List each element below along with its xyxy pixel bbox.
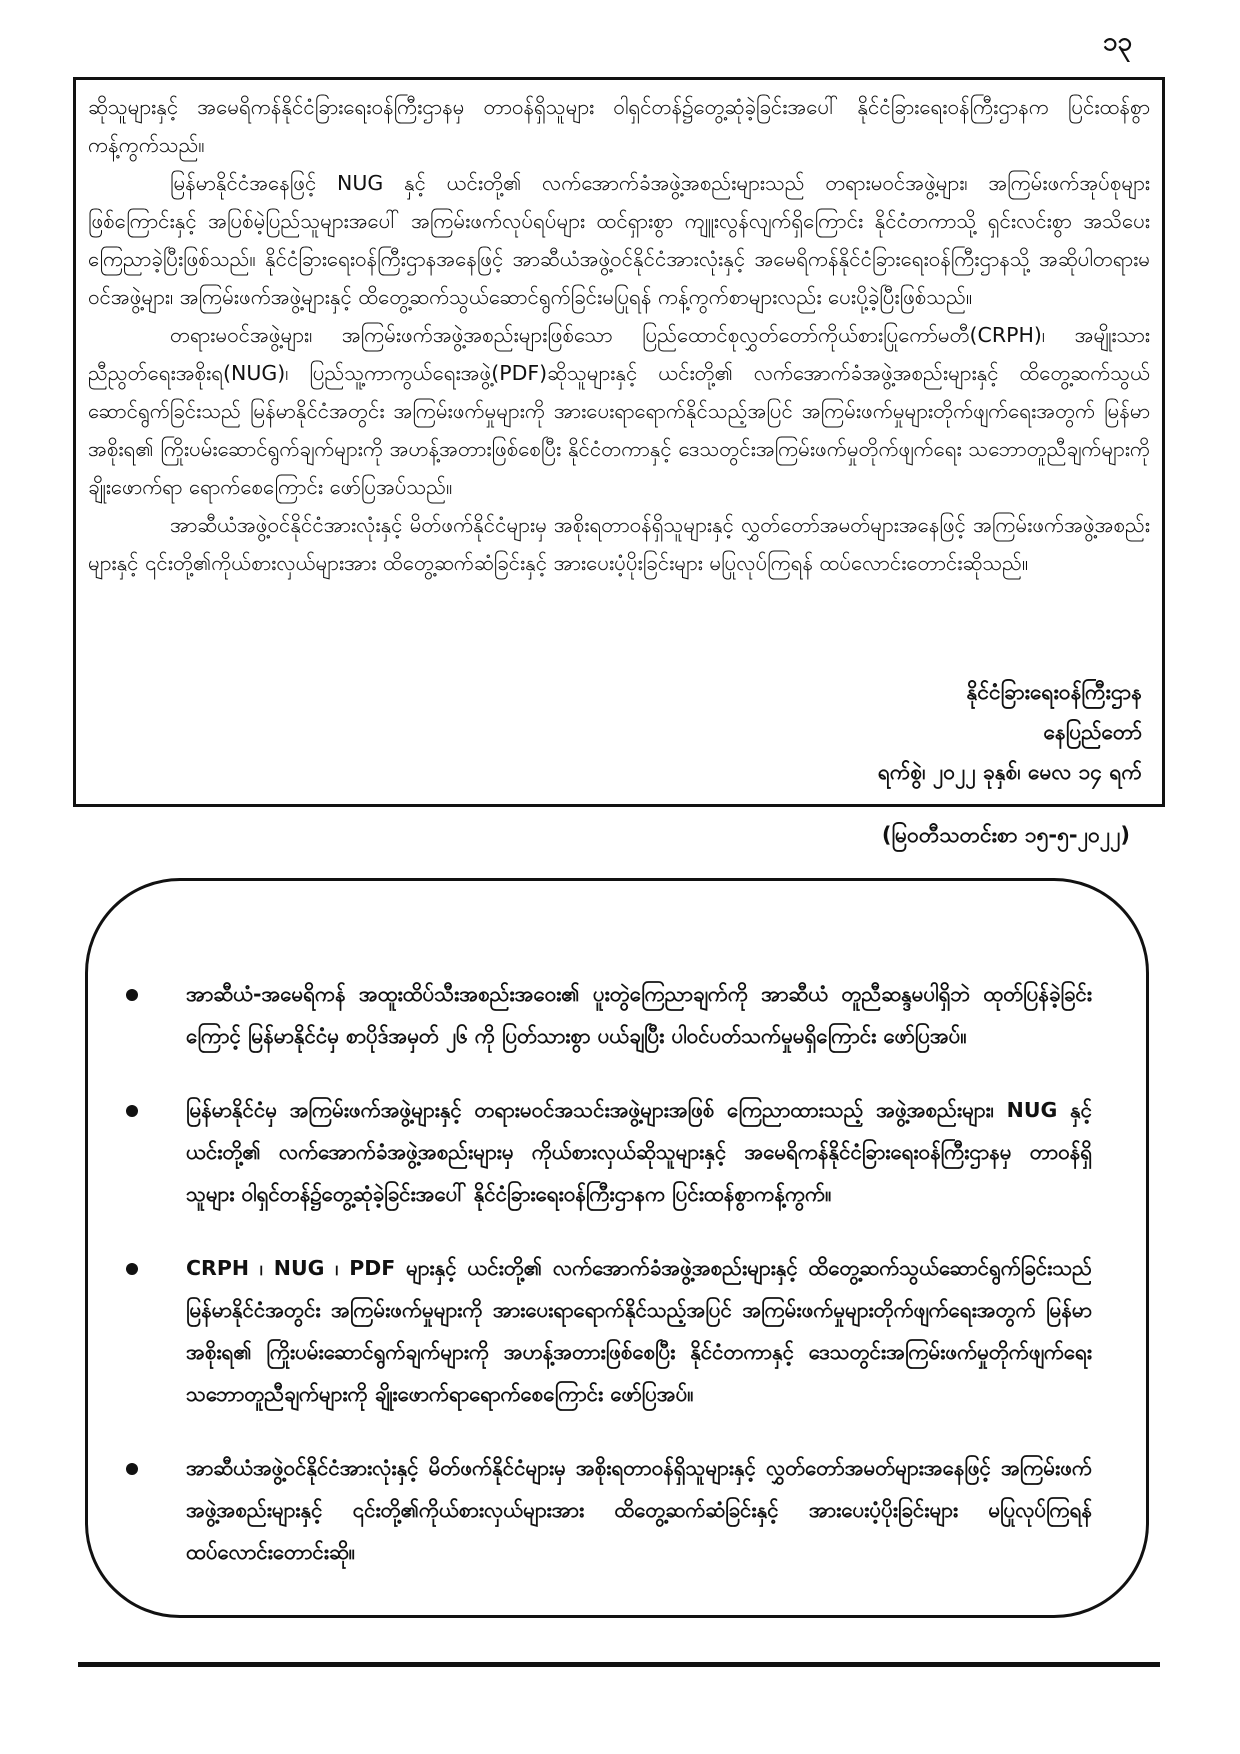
summary-bullet-text: မြန်မာနိုင်ငံမှ အကြမ်းဖက်အဖွဲ့များနှင့် တရားမဝင်အသင်းအဖွဲ့များအဖြစ် ကြေညာထားသည့် အဖွဲ့အစည်းများ၊ NUG နှင့် ယင်းတို့၏ လက်အောက်ခံအဖွဲ့အစည်းများမှ ကိုယ်စားလှယ်ဆိုသူများနှင့် အမေရိကန်နိုင်ငံခြားရေးဝန်ကြီးဌာနမှ တာဝန်ရှိသူများ ဝါရှင်တန်၌တွေ့ဆုံခဲ့ခြင်းအပေါ် နိုင်ငံခြားရေးဝန်ကြီးဌာနက ပြင်းထန်စွာကန့်ကွက်။	[186, 1098, 1092, 1206]
signature-date: ရက်စွဲ၊ ၂၀၂၂ ခုနှစ်၊ မေလ ၁၄ ရက်	[877, 760, 1142, 784]
source-citation: (မြဝတီသတင်းစာ ၁၅-၅-၂၀၂၂)	[881, 823, 1130, 847]
statement-box	[73, 77, 1165, 807]
statement-paragraph-4: အာဆီယံအဖွဲ့ဝင်နိုင်ငံအားလုံးနှင့် မိတ်ဖက်နိုင်ငံများမှ အစိုးရတာဝန်ရှိသူများနှင့် လွှတ်တော်အမတ်များအနေဖြင့် အကြမ်းဖက်အဖွဲ့အစည်းများနှင့် ၎င်းတို့၏ကိုယ်စားလှယ်များအား ထိတွေ့ဆက်ဆံခြင်းနှင့် အားပေးပံ့ပိုးခြင်းများ မပြုလုပ်ကြရန် ထပ်လောင်းတောင်းဆိုသည်။	[88, 513, 1150, 575]
bullet-icon	[126, 989, 138, 1001]
statement-paragraph-2: မြန်မာနိုင်ငံအနေဖြင့် NUG နှင့် ယင်းတို့၏ လက်အောက်ခံအဖွဲ့အစည်းများသည် တရားမဝင်အဖွဲ့များ၊ အကြမ်းဖက်အုပ်စုများဖြစ်ကြောင်းနှင့် အပြစ်မဲ့ပြည်သူများအပေါ် အကြမ်းဖက်လုပ်ရပ်များ ထင်ရှားစွာ ကျူးလွန်လျက်ရှိကြောင်း နိုင်ငံတကာသို့ ရှင်းလင်းစွာ အသိပေးကြေညာခဲ့ပြီးဖြစ်သည်။ နိုင်ငံခြားရေးဝန်ကြီးဌာနအနေဖြင့် အာဆီယံအဖွဲ့ဝင်နိုင်ငံအားလုံးနှင့် အမေရိကန်နိုင်ငံခြားရေးဝန်ကြီးဌာနသို့ အဆိုပါတရားမဝင်အဖွဲ့များ၊ အကြမ်းဖက်အဖွဲ့များနှင့် ထိတွေ့ဆက်သွယ်ဆောင်ရွက်ခြင်းမပြုရန် ကန့်ကွက်စာများလည်း ပေးပို့ခဲ့ပြီးဖြစ်သည်။	[88, 171, 1150, 309]
summary-bullet-text: CRPH ၊ NUG ၊ PDF များနှင့် ယင်းတို့၏ လက်အောက်ခံအဖွဲ့အစည်းများနှင့် ထိတွေ့ဆက်သွယ်ဆောင်ရွက်ခြင်းသည် မြန်မာနိုင်ငံအတွင်း အကြမ်းဖက်မှုများကို အားပေးရာရောက်နိုင်သည့်အပြင် အကြမ်းဖက်မှုများတိုက်ဖျက်ရေးအတွက် မြန်မာအစိုးရ၏ ကြိုးပမ်းဆောင်ရွက်ချက်များကို အဟန့်အတားဖြစ်စေပြီး နိုင်ငံတကာနှင့် ဒေသတွင်းအကြမ်းဖက်မှုတိုက်ဖျက်ရေးသဘောတူညီချက်များကို ချိုးဖောက်ရာရောက်စေကြောင်း ဖော်ပြအပ်။	[186, 1256, 1092, 1406]
summary-bullet-text: အာဆီယံအဖွဲ့ဝင်နိုင်ငံအားလုံးနှင့် မိတ်ဖက်နိုင်ငံများမှ အစိုးရတာဝန်ရှိသူများနှင့် လွှတ်တော်အမတ်များအနေဖြင့် အကြမ်းဖက်အဖွဲ့အစည်းများနှင့် ၎င်းတို့၏ကိုယ်စားလှယ်များအား ထိတွေ့ဆက်ဆံခြင်းနှင့် အားပေးပံ့ပိုးခြင်းများ မပြုလုပ်ကြရန် ထပ်လောင်းတောင်းဆို။	[186, 1456, 1092, 1564]
summary-bullet-item	[126, 1447, 1092, 1573]
signature-block	[878, 672, 1142, 792]
bullet-icon	[126, 1463, 138, 1475]
summary-bullet-item	[126, 973, 1092, 1057]
signature-city: နေပြည်တော်	[1043, 720, 1142, 744]
statement-paragraph-3: တရားမဝင်အဖွဲ့များ၊ အကြမ်းဖက်အဖွဲ့အစည်းများဖြစ်သော ပြည်ထောင်စုလွှတ်တော်ကိုယ်စားပြုကော်မတီ(CRPH)၊ အမျိုးသားညီညွတ်ရေးအစိုးရ(NUG)၊ ပြည်သူ့ကာကွယ်ရေးအဖွဲ့(PDF)ဆိုသူများနှင့် ယင်းတို့၏ လက်အောက်ခံအဖွဲ့အစည်းများနှင့် ထိတွေ့ဆက်သွယ်ဆောင်ရွက်ခြင်းသည် မြန်မာနိုင်ငံအတွင်း အကြမ်းဖက်မှုများကို အားပေးရာရောက်နိုင်သည့်အပြင် အကြမ်းဖက်မှုများတိုက်ဖျက်ရေးအတွက် မြန်မာအစိုးရ၏ ကြိုးပမ်းဆောင်ရွက်ချက်များကို အဟန့်အတားဖြစ်စေပြီး နိုင်ငံတကာနှင့် ဒေသတွင်းအကြမ်းဖက်မှုတိုက်ဖျက်ရေး သဘောတူညီချက်များကို ချိုးဖောက်ရာ ရောက်စေကြောင်း ဖော်ပြအပ်သည်။	[88, 323, 1150, 499]
signature-ministry: နိုင်ငံခြားရေးဝန်ကြီးဌာန	[966, 680, 1142, 704]
bullet-icon	[126, 1263, 138, 1275]
summary-box	[85, 878, 1149, 1618]
bullet-icon	[126, 1105, 138, 1117]
bottom-divider	[78, 1662, 1160, 1667]
page-number: ၁၃	[1102, 27, 1132, 57]
summary-bullet-item	[126, 1089, 1092, 1215]
summary-bullet-text: အာဆီယံ-အမေရိကန် အထူးထိပ်သီးအစည်းအဝေး၏ ပူးတွဲကြေညာချက်ကို အာဆီယံ တူညီဆန္ဒမပါရှိဘဲ ထုတ်ပြန်ခဲ့ခြင်းကြောင့် မြန်မာနိုင်ငံမှ စာပိုဒ်အမှတ် ၂၆ ကို ပြတ်သားစွာ ပယ်ချပြီး ပါဝင်ပတ်သက်မှုမရှိကြောင်း ဖော်ပြအပ်။	[186, 982, 1092, 1048]
summary-bullet-item	[126, 1247, 1092, 1415]
statement-paragraph-1: ဆိုသူများနှင့် အမေရိကန်နိုင်ငံခြားရေးဝန်ကြီးဌာနမှ တာဝန်ရှိသူများ ဝါရှင်တန်၌တွေ့ဆုံခဲ့ခြင်းအပေါ် နိုင်ငံခြားရေးဝန်ကြီးဌာနက ပြင်းထန်စွာ ကန့်ကွက်သည်။	[88, 95, 1150, 157]
